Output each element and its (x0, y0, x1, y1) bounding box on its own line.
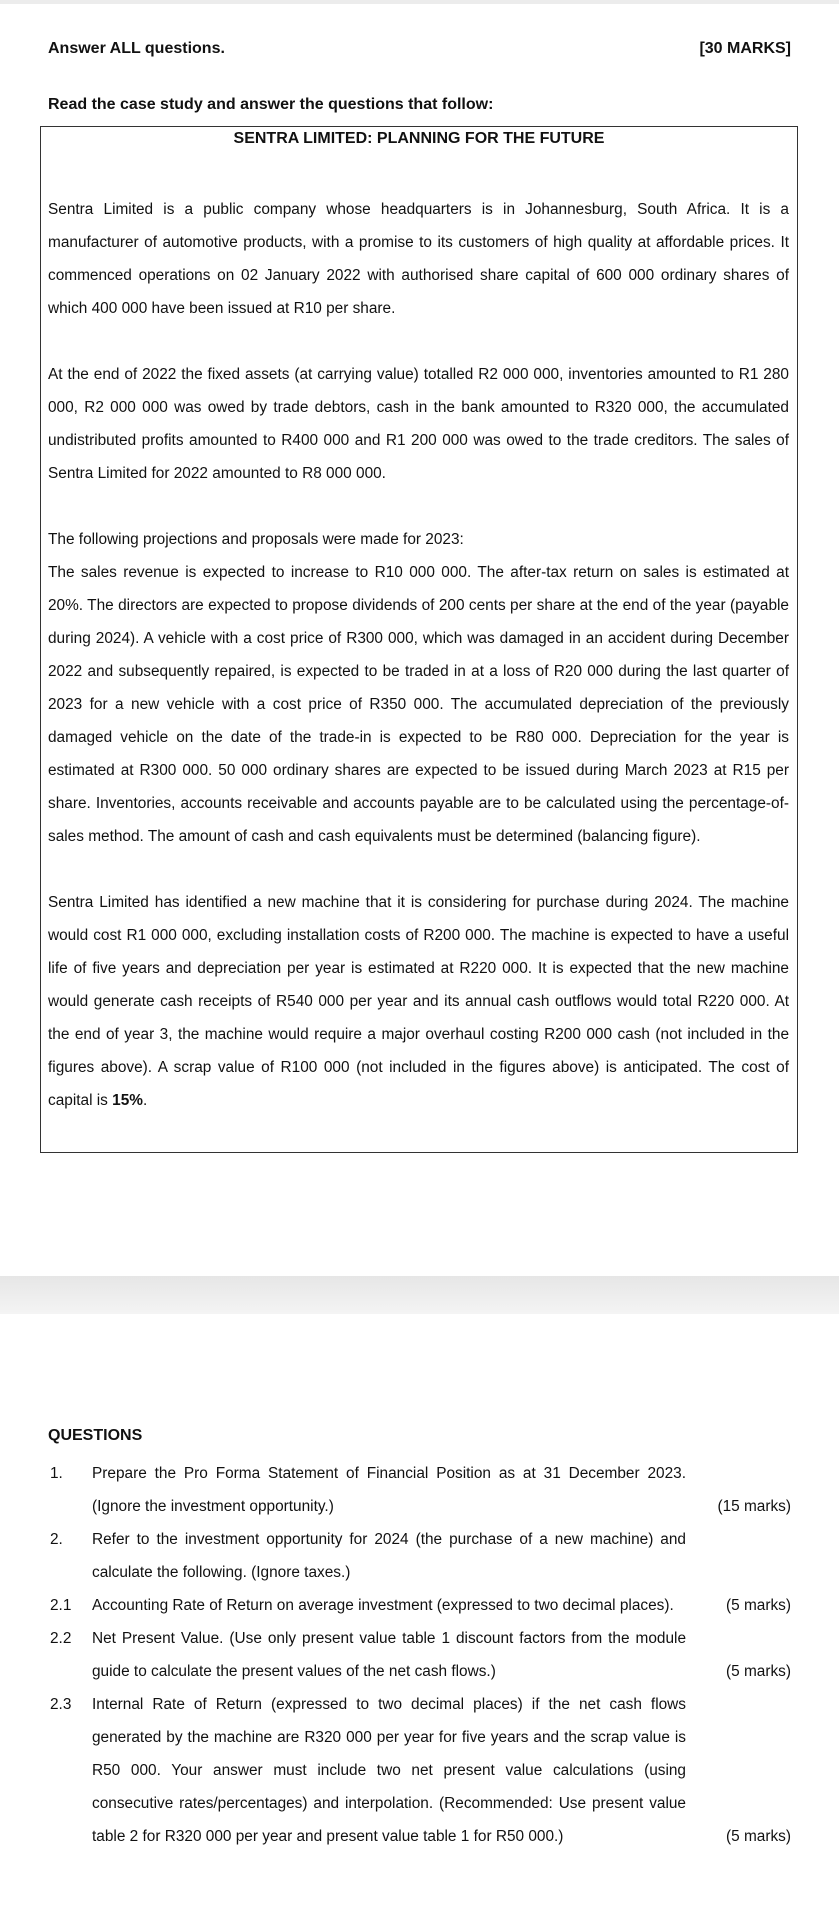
page-separator (0, 1276, 839, 1314)
case-paragraph: The sales revenue is expected to increase to R10 000 000. The after-tax return on sales is estimated at 20%. The directors are expected to propose dividends of 200 cents per share at the end of the year (payable during 2024). A vehicle with a cost price of R300 000, which was damaged in an accident during December 2022 and subsequently repaired, is expected to be traded in at a loss of R20 000 during the last quarter of 2023 for a new vehicle with a cost price of R350 000. The accumulated depreciation of the previously damaged vehicle on the date of the trade-in is expected to be R80 000. Depreciation for the year is estimated at R300 000. 50 000 ordinary shares are expected to be issued during March 2023 at R15 per share. Inventories, accounts receivable and accounts payable are to be calculated using the percentage-of-sales method. The amount of cash and cash equivalents must be determined (balancing figure). (48, 564, 789, 845)
case-paragraph: Sentra Limited is a public company whose headquarters is in Johannesburg, South Africa. It is a manufacturer of automotive products, with a promise to its customers of high quality at affordable prices. It commenced operations on 02 January 2022 with authorised share capital of 600 000 ordinary shares of which 400 000 have been issued at R10 per share. (48, 201, 789, 317)
case-study-box (40, 126, 798, 1153)
question-text: Prepare the Pro Forma Statement of Financial Position as at 31 December 2023. (Ignore the investment opportunity.) (92, 1465, 686, 1515)
instruction-text: Answer ALL questions. (48, 40, 225, 57)
question-item (48, 1523, 791, 1589)
case-study-body (48, 193, 789, 1117)
end-punctuation: . (142, 1092, 148, 1109)
question-number: 1. (50, 1465, 63, 1482)
question-number: 2.3 (50, 1696, 72, 1713)
question-marks: (15 marks) (717, 1498, 791, 1515)
document-page-2 (0, 1314, 839, 1920)
page-edge (0, 0, 839, 4)
question-number: 2.2 (50, 1630, 72, 1647)
case-paragraph-text: Sentra Limited has identified a new machine that it is considering for purchase during 2024. The machine would cost R1 000 000, excluding installation costs of R200 000. The machine is expected to have a useful life of five years and depreciation per year is estimated at R220 000. It is expected that the new machine would generate cash receipts of R540 000 per year and its annual cash outflows would total R220 000. At the end of year 3, the machine would require a major overhaul costing R200 000 cash (not included in the figures above). A scrap value of R100 000 (not included in the figures above) is anticipated. The cost of capital is (48, 894, 789, 1109)
question-number: 2. (50, 1531, 63, 1548)
question-marks: (5 marks) (726, 1828, 791, 1845)
questions-heading: QUESTIONS (48, 1427, 143, 1444)
case-study-title: SENTRA LIMITED: PLANNING FOR THE FUTURE (233, 130, 605, 147)
question-number: 2.1 (50, 1597, 72, 1614)
question-item (48, 1688, 791, 1853)
question-text: Net Present Value. (Use only present value table 1 discount factors from the module guide to calculate the present values of the net cash flows.) (92, 1630, 686, 1680)
total-marks: [30 MARKS] (699, 40, 791, 57)
cost-of-capital: 15% (112, 1092, 143, 1109)
question-text: Refer to the investment opportunity for 2024 (the purchase of a new machine) and calculate the following. (Ignore taxes.) (92, 1531, 686, 1581)
case-study-intro: Read the case study and answer the questions that follow: (48, 96, 494, 113)
case-paragraph (48, 886, 789, 1117)
question-marks: (5 marks) (726, 1597, 791, 1614)
case-paragraph: At the end of 2022 the fixed assets (at carrying value) totalled R2 000 000, inventories amounted to R1 280 000, R2 000 000 was owed by trade debtors, cash in the bank amounted to R320 000, the accumulated undistributed profits amounted to R400 000 and R1 200 000 was owed to the trade creditors. The sales of Sentra Limited for 2022 amounted to R8 000 000. (48, 366, 789, 482)
question-text: Internal Rate of Return (expressed to two decimal places) if the net cash flows generated by the machine are R320 000 per year for five years and the scrap value is R50 000. Your answer must include two net present value calculations (using consecutive rates/percentages) and interpolation. (Recommended: Use present value table 2 for R320 000 per year and present value table 1 for R50 000.) (92, 1696, 686, 1845)
question-item (48, 1622, 791, 1688)
questions-section (48, 1427, 791, 1853)
question-marks: (5 marks) (726, 1663, 791, 1680)
question-item (48, 1457, 791, 1523)
question-item (48, 1589, 791, 1622)
question-text: Accounting Rate of Return on average investment (expressed to two decimal places). (92, 1597, 674, 1614)
case-paragraph: The following projections and proposals were made for 2023: (48, 531, 464, 548)
